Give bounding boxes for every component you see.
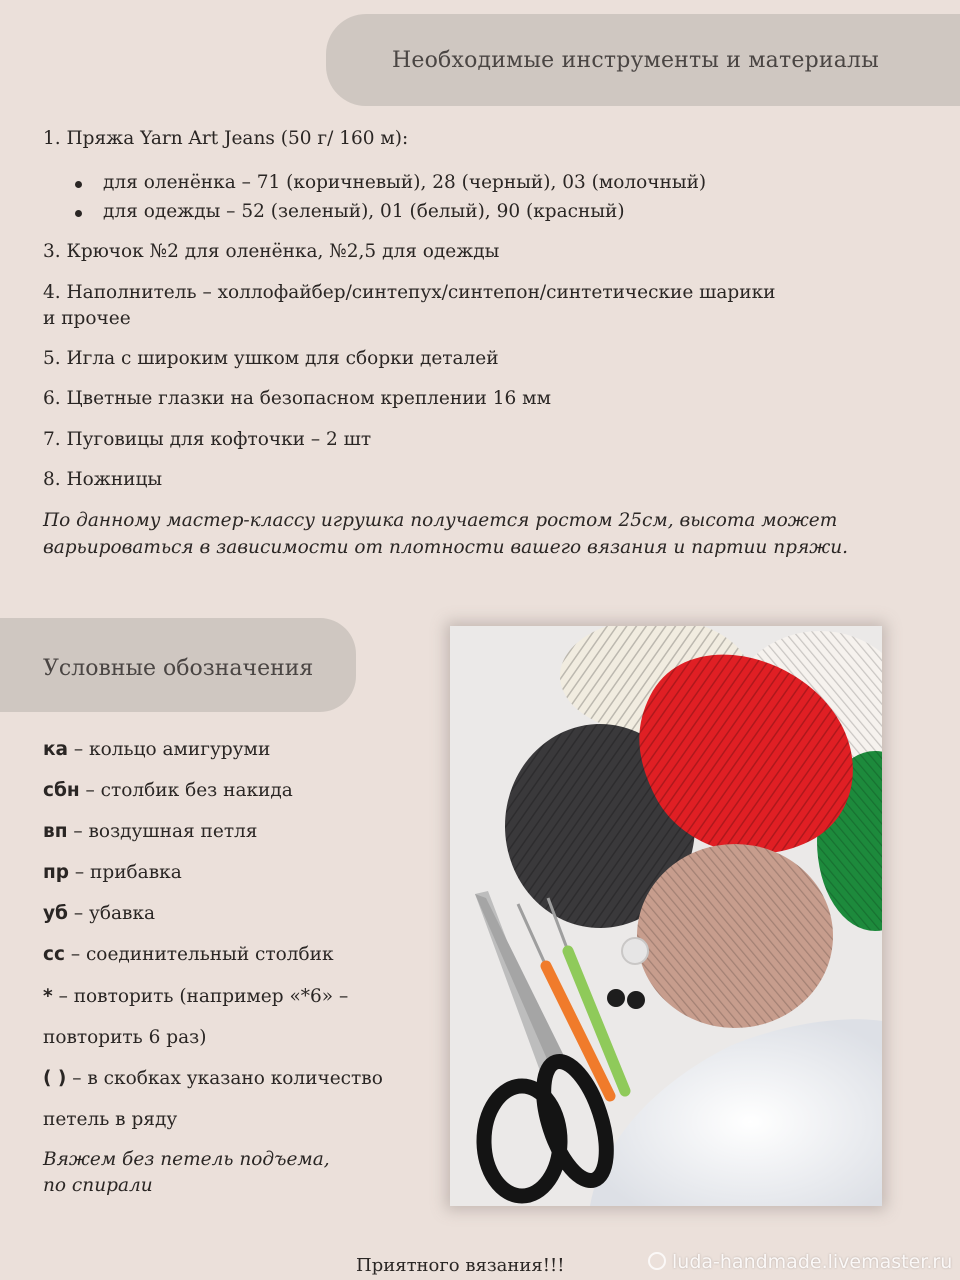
legend-item-repeat (43, 986, 348, 1007)
materials-item-filler-2: и прочее (43, 308, 131, 329)
legend-item-repeat-cont (43, 1027, 206, 1048)
materials-item-yarn: 1. Пряжа Yarn Art Jeans (50 г/ 160 м): (43, 128, 409, 149)
watermark-text: luda-handmade.livemaster.ru (672, 1251, 953, 1273)
watermark (648, 1251, 952, 1273)
watermark-icon (648, 1252, 666, 1270)
legend-desc: – воздушная петля (67, 821, 258, 842)
legend-abbr: пр (43, 862, 70, 883)
legend-item-pr (43, 862, 182, 883)
materials-photo (450, 626, 882, 1206)
bullet-dot (75, 210, 82, 217)
materials-item-eyes: 6. Цветные глазки на безопасном креплении 16 мм (43, 388, 551, 409)
legend-abbr: сбн (43, 780, 80, 801)
bullet-dot (75, 181, 82, 188)
legend-item-ss (43, 944, 334, 965)
legend-abbr: * (43, 986, 53, 1007)
legend-item-ub (43, 903, 155, 924)
yarn-brown-ball (637, 844, 833, 1028)
section-title-materials: Необходимые инструменты и материалы (392, 48, 879, 73)
legend-desc: – кольцо амигуруми (68, 739, 271, 760)
materials-item-buttons: 7. Пуговицы для кофточки – 2 шт (43, 429, 372, 450)
materials-note (43, 507, 848, 561)
section-title-legend: Условные обозначения (43, 656, 314, 681)
legend-item-vp (43, 821, 257, 842)
legend-item-sbn (43, 780, 293, 801)
materials-photo-illustration (450, 626, 882, 1206)
materials-item-filler-1: 4. Наполнитель – холлофайбер/синтепух/синтепон/синтетические шарики (43, 282, 776, 303)
legend-desc: – повторить (например «*6» – (52, 986, 349, 1007)
legend-desc: – в скобках указано количество (66, 1068, 383, 1089)
materials-item-needle: 5. Игла с широким ушком для сборки деталей (43, 348, 499, 369)
legend-desc: – прибавка (69, 862, 182, 883)
legend-item-brackets (43, 1068, 383, 1089)
legend-desc: повторить 6 раз) (43, 1027, 207, 1048)
bullet-text: для оленёнка – 71 (коричневый), 28 (черный), 03 (молочный) (103, 172, 707, 193)
legend-abbr: вп (43, 821, 68, 842)
materials-item-hook: 3. Крючок №2 для оленёнка, №2,5 для одежды (43, 241, 500, 262)
legend-note (43, 1147, 330, 1199)
legend-item-brackets-cont (43, 1109, 177, 1130)
note-line: По данному мастер-классу игрушка получается ростом 25см, высота может (43, 510, 838, 531)
legend-desc: – столбик без накида (79, 780, 293, 801)
legend-desc: петель в ряду (43, 1109, 178, 1130)
legend-desc: – соединительный столбик (64, 944, 334, 965)
legend-abbr: ка (43, 739, 69, 760)
footer-greeting: Приятного вязания!!! (356, 1255, 565, 1276)
materials-item-scissors: 8. Ножницы (43, 469, 163, 490)
note-line: Вяжем без петель подъема, (43, 1149, 330, 1170)
legend-abbr: ( ) (43, 1068, 67, 1089)
note-line: по спирали (43, 1175, 153, 1196)
note-line: варьироваться в зависимости от плотности вашего вязания и партии пряжи. (43, 537, 849, 558)
legend-item-ka (43, 739, 270, 760)
legend-desc: – убавка (67, 903, 156, 924)
legend-abbr: уб (43, 903, 68, 924)
legend-abbr: сс (43, 944, 65, 965)
bullet-text: для одежды – 52 (зеленый), 01 (белый), 90 (красный) (103, 201, 625, 222)
